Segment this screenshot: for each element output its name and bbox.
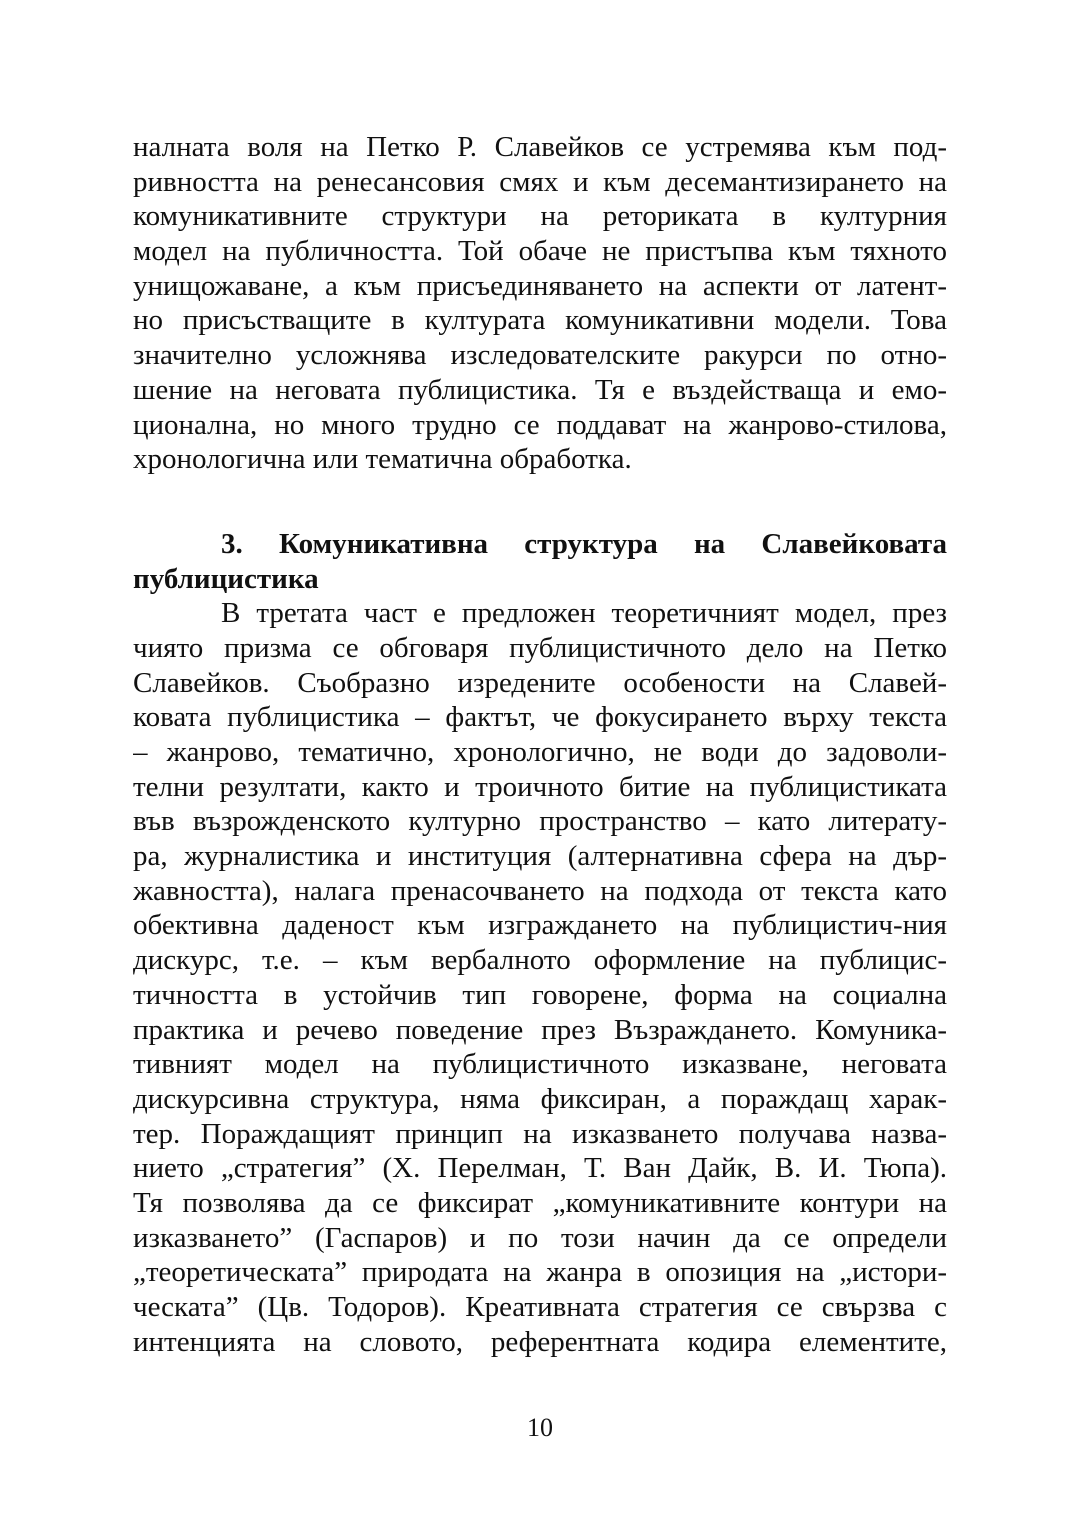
paragraph-gap: [133, 477, 947, 527]
text-line: значително усложнява изследователските ракурси по отно-: [133, 339, 947, 372]
text-line: тер. Пораждащият принцип на изказването получава назва-: [133, 1117, 947, 1150]
text-line: Тя позволява да се фиксират „комуникативните контури на: [133, 1186, 947, 1219]
heading-line: 3. Комуникативна структура на Славейковата: [221, 527, 947, 560]
text-line: налната воля на Петко Р. Славейков се устремява към под-: [133, 131, 947, 163]
text-line: тивният модел на публицистичното изказване, неговата: [133, 1048, 947, 1081]
paragraph-section-body: [133, 596, 947, 1359]
page-number: 10: [527, 1413, 553, 1442]
text-line: ра, журналистика и институция (алтернативна сфера на дър-: [133, 840, 947, 873]
text-line: практика и речево поведение през Възраждането. Комуника-: [133, 1013, 947, 1046]
text-line: ривността на ренесансовия смях и към десемантизирането на: [133, 165, 947, 198]
text-line: унищожаване, а към присъединяването на аспекти от латент-: [133, 269, 947, 302]
text-line: ческата” (Цв. Тодоров). Креативната стратегия се свързва с: [133, 1291, 947, 1323]
text-line: жавността), налага пренасочването на подхода от текста като: [133, 874, 947, 907]
text-line: дискурсивна структура, няма фиксиран, а пораждащ харак-: [133, 1082, 947, 1115]
text-line: интенцията на словото, референтната кодира елементите,: [133, 1325, 947, 1358]
text-line: хронологична или тематична обработка.: [133, 443, 632, 476]
section-heading: [133, 527, 947, 596]
heading-line: публицистика: [133, 562, 319, 595]
text-line: изказването” (Гаспаров) и по този начин да се определи: [133, 1221, 947, 1254]
text-line: комуникативните структури на реториката в културния: [133, 200, 947, 233]
text-line: телни резултати, както и троичното битие на публицистиката: [133, 770, 947, 803]
text-line: но присъстващите в културата комуникативни модели. Това: [133, 304, 947, 337]
text-line: Славейков. Съобразно изредените особености на Славей-: [133, 666, 947, 699]
text-line: ковата публицистика – фактът, че фокусирането върху текста: [133, 701, 947, 734]
paragraph-intro: [133, 130, 947, 477]
text-line: нието „стратегия” (Х. Перелман, Т. Ван Дайк, В. И. Тюпа).: [133, 1152, 947, 1185]
page-body: [133, 130, 947, 1359]
text-line: тичността в устойчив тип говорене, форма на социална: [133, 978, 947, 1011]
text-line: В третата част е предложен теоретичният модел, през: [221, 597, 947, 630]
text-line: ционална, но много трудно се поддават на жанрово-стилова,: [133, 408, 947, 441]
text-line: шение на неговата публицистика. Тя е въздействаща и емо-: [133, 373, 947, 406]
text-line: обективна даденост към изграждането на публицистич-ния: [133, 909, 947, 942]
text-line: във възрожденското културно пространство – като литерату-: [133, 805, 947, 838]
text-line: „теоретическата” природата на жанра в опозиция на „истори-: [133, 1256, 947, 1289]
text-line: дискурс, т.е. – към вербалното оформление на публицис-: [133, 944, 947, 977]
text-line: – жанрово, тематично, хронологично, не води до задоволи-: [133, 736, 947, 768]
text-line: модел на публичността. Той обаче не пристъпва към тяхното: [133, 235, 947, 268]
text-line: чиято призма се обговаря публицистичното дело на Петко: [133, 631, 947, 664]
